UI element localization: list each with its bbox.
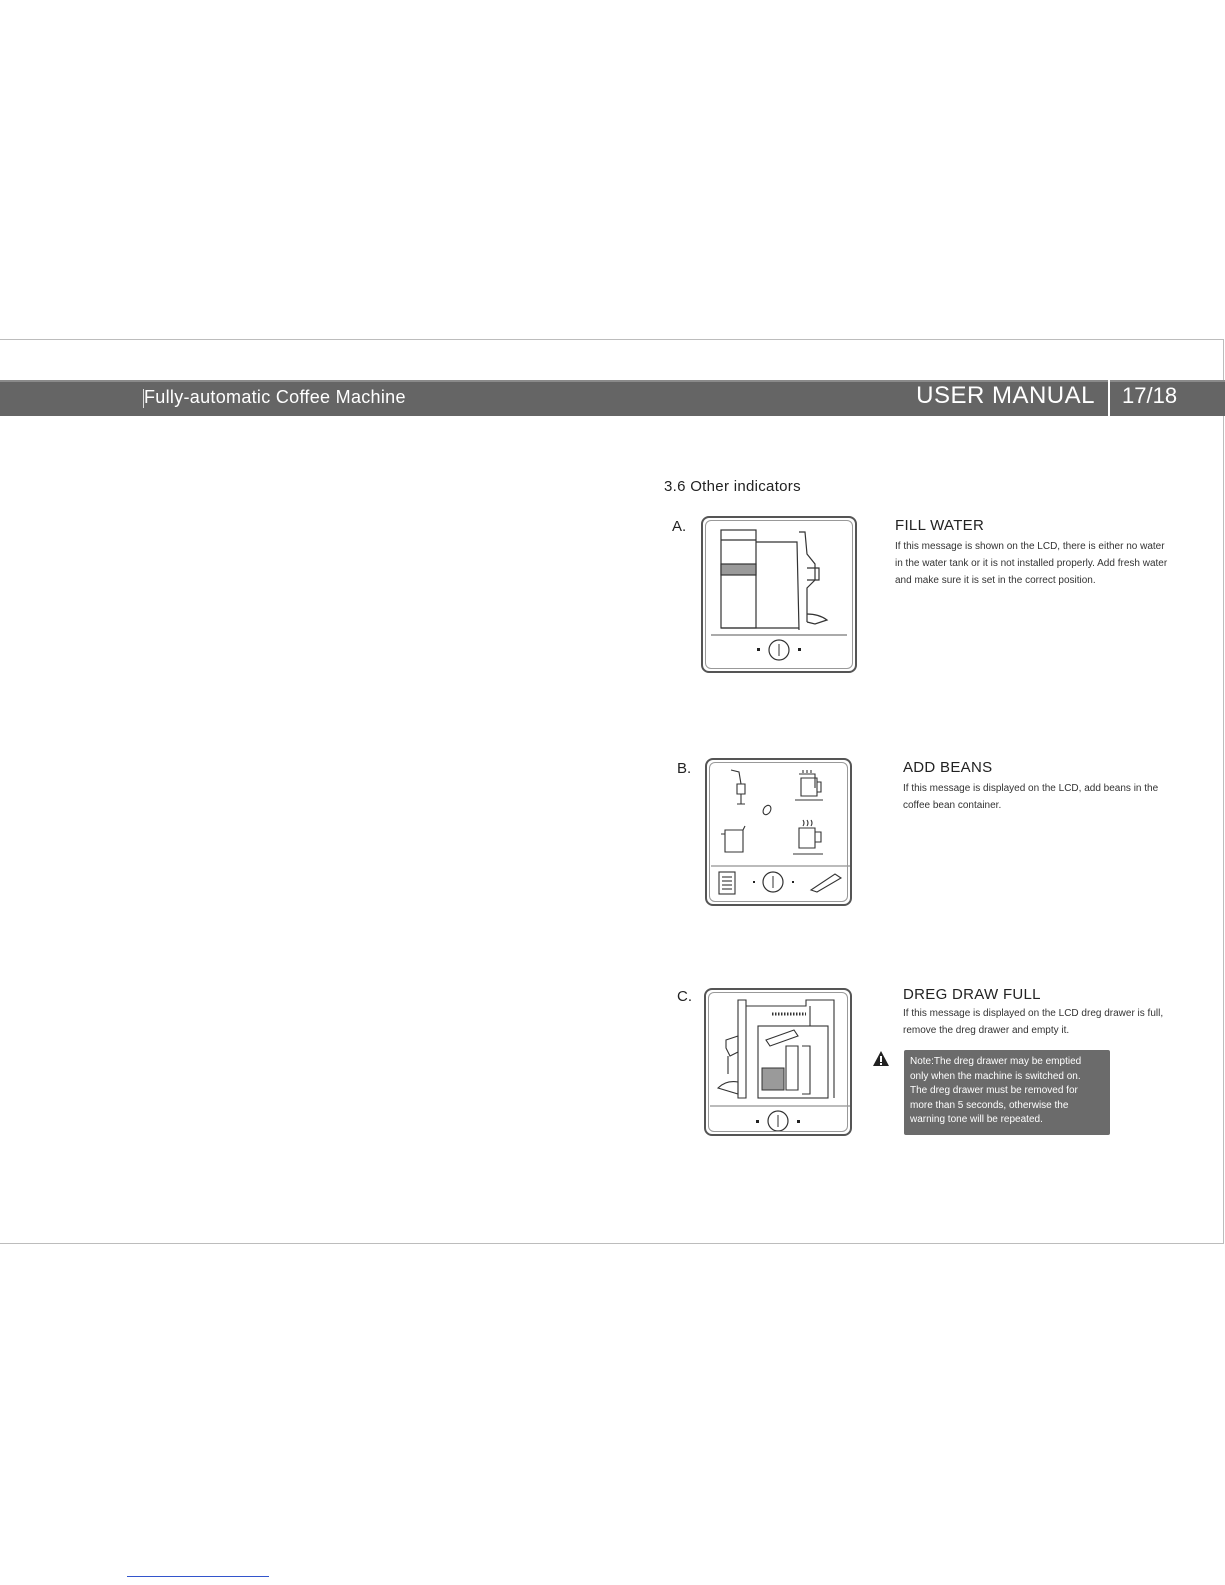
warning-triangle-icon xyxy=(872,1050,890,1067)
beverage-menu-icons xyxy=(707,760,854,908)
item-a-letter: A. xyxy=(672,518,687,535)
fill-water-description: If this message is shown on the LCD, there is either no water in the water tank or it is not installed properly. Add fresh water and make sure it is set in the correct position. xyxy=(895,541,1168,586)
header-separator xyxy=(1108,380,1110,416)
fill-water-heading: FILL WATER xyxy=(895,517,985,534)
header-manual-label: USER MANUAL xyxy=(916,382,1095,409)
section-title: 3.6 Other indicators xyxy=(664,478,801,495)
coffee-machine-water-tank-icon xyxy=(703,518,859,675)
dreg-drawer-note: Note:The dreg drawer may be emptied only when the machine is switched on. The dreg drawer must be removed for more than 5 seconds, otherwise the warning tone will be repeated. xyxy=(904,1050,1110,1135)
header-bar xyxy=(0,380,1225,416)
dreg-drawer-lcd-illustration xyxy=(704,988,852,1136)
page-number: 17/18 xyxy=(1122,383,1178,408)
dreg-draw-full-heading: DREG DRAW FULL xyxy=(903,986,1041,1003)
footer-link-underline xyxy=(127,1576,269,1577)
add-beans-lcd-illustration xyxy=(705,758,852,906)
coffee-machine-dreg-drawer-icon xyxy=(706,990,854,1138)
fill-water-lcd-illustration xyxy=(701,516,857,673)
dreg-draw-full-description: If this message is displayed on the LCD dreg drawer is full, remove the dreg drawer and empty it. xyxy=(903,1008,1164,1036)
add-beans-description: If this message is displayed on the LCD, add beans in the coffee bean container. xyxy=(903,783,1159,811)
power-button-icon xyxy=(768,1111,788,1131)
item-c-letter: C. xyxy=(677,988,692,1005)
add-beans-heading: ADD BEANS xyxy=(903,759,993,776)
item-b-letter: B. xyxy=(677,760,692,777)
header-title: Fully-automatic Coffee Machine xyxy=(144,387,406,407)
power-button-icon xyxy=(769,640,789,660)
power-button-icon xyxy=(763,872,783,892)
